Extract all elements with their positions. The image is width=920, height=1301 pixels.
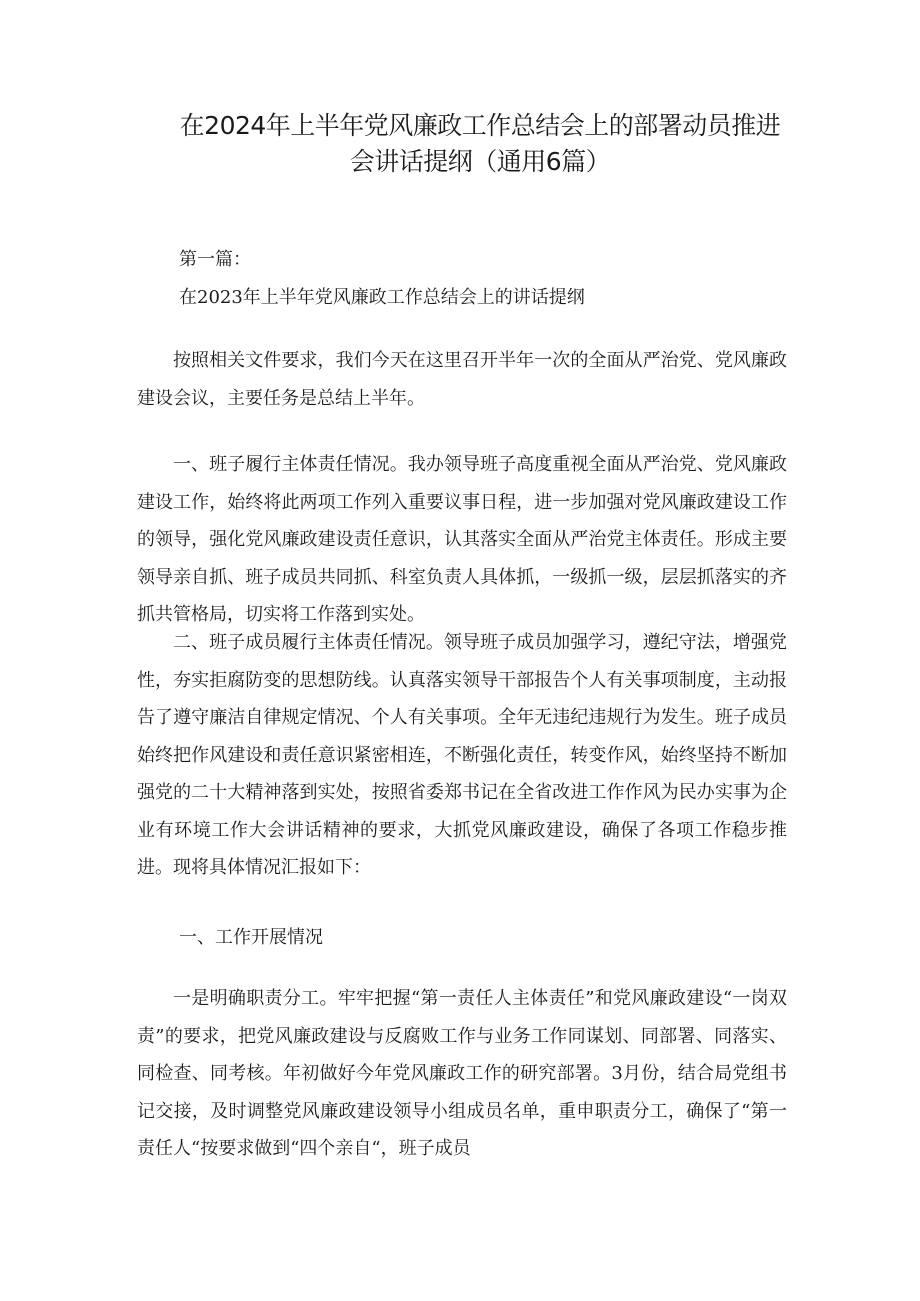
paragraph-leadership-responsibility: 一、班子履行主体责任情况。我办领导班子高度重视全面从严治党、党风廉政建设工作，始终将此两项工作列入重要议事日程，进一步加强对党风廉政建设工作的领导，强化党风廉政建设责任意识，认其落实全面从严治党主体责任。形成主要领导亲自抓、班子成员共同抓、科室负责人具体抓，一级抓一级，层层抓落实的齐抓共管格局，切实将工作落到实处。 (137, 454, 787, 625)
document-title (120, 108, 840, 180)
document-title-line-2: 会讲话提纲（通用6篇） (349, 147, 611, 176)
section-heading: 一、工作开展情况 (179, 927, 323, 948)
document-title-line-1: 在2024年上半年党风廉政工作总结会上的部署动员推进 (179, 111, 781, 140)
section-subtitle: 在2023年上半年党风廉政工作总结会上的讲话提纲 (179, 287, 585, 308)
paragraph-member-responsibility: 二、班子成员履行主体责任情况。领导班子成员加强学习，遵纪守法，增强党性，夯实拒腐防变的思想防线。认真落实领导干部报告个人有关事项制度，主动报告了遵守廉洁自律规定情况、个人有关事项。全年无违纪违规行为发生。班子成员始终把作风建设和责任意识紧密相连，不断强化责任，转变作风，始终坚持不断加强党的二十大精神落到实处，按照省委郑书记在全省改进工作作风为民办实事为企业有环境工作大会讲话精神的要求，大抓党风廉政建设，确保了各项工作稳步推进。现将具体情况汇报如下： (137, 632, 787, 878)
paragraph-duty-division: 一是明确职责分工。牢牢把握“第一责任人主体责任”和党风廉政建设“一岗双责”的要求，把党风廉政建设与反腐败工作与业务工作同谋划、同部署、同落实、同检查、同考核。年初做好今年党风廉政工作的研究部署。3月份，结合局党组书记交接，及时调整党风廉政建设领导小组成员名单，重申职责分工，确保了“第一责任人“按要求做到“四个亲自“，班子成员 (137, 988, 787, 1159)
section-label: 第一篇： (179, 249, 251, 270)
paragraph-intro: 按照相关文件要求，我们今天在这里召开半年一次的全面从严治党、党风廉政建设会议，主要任务是总结上半年。 (137, 350, 787, 409)
